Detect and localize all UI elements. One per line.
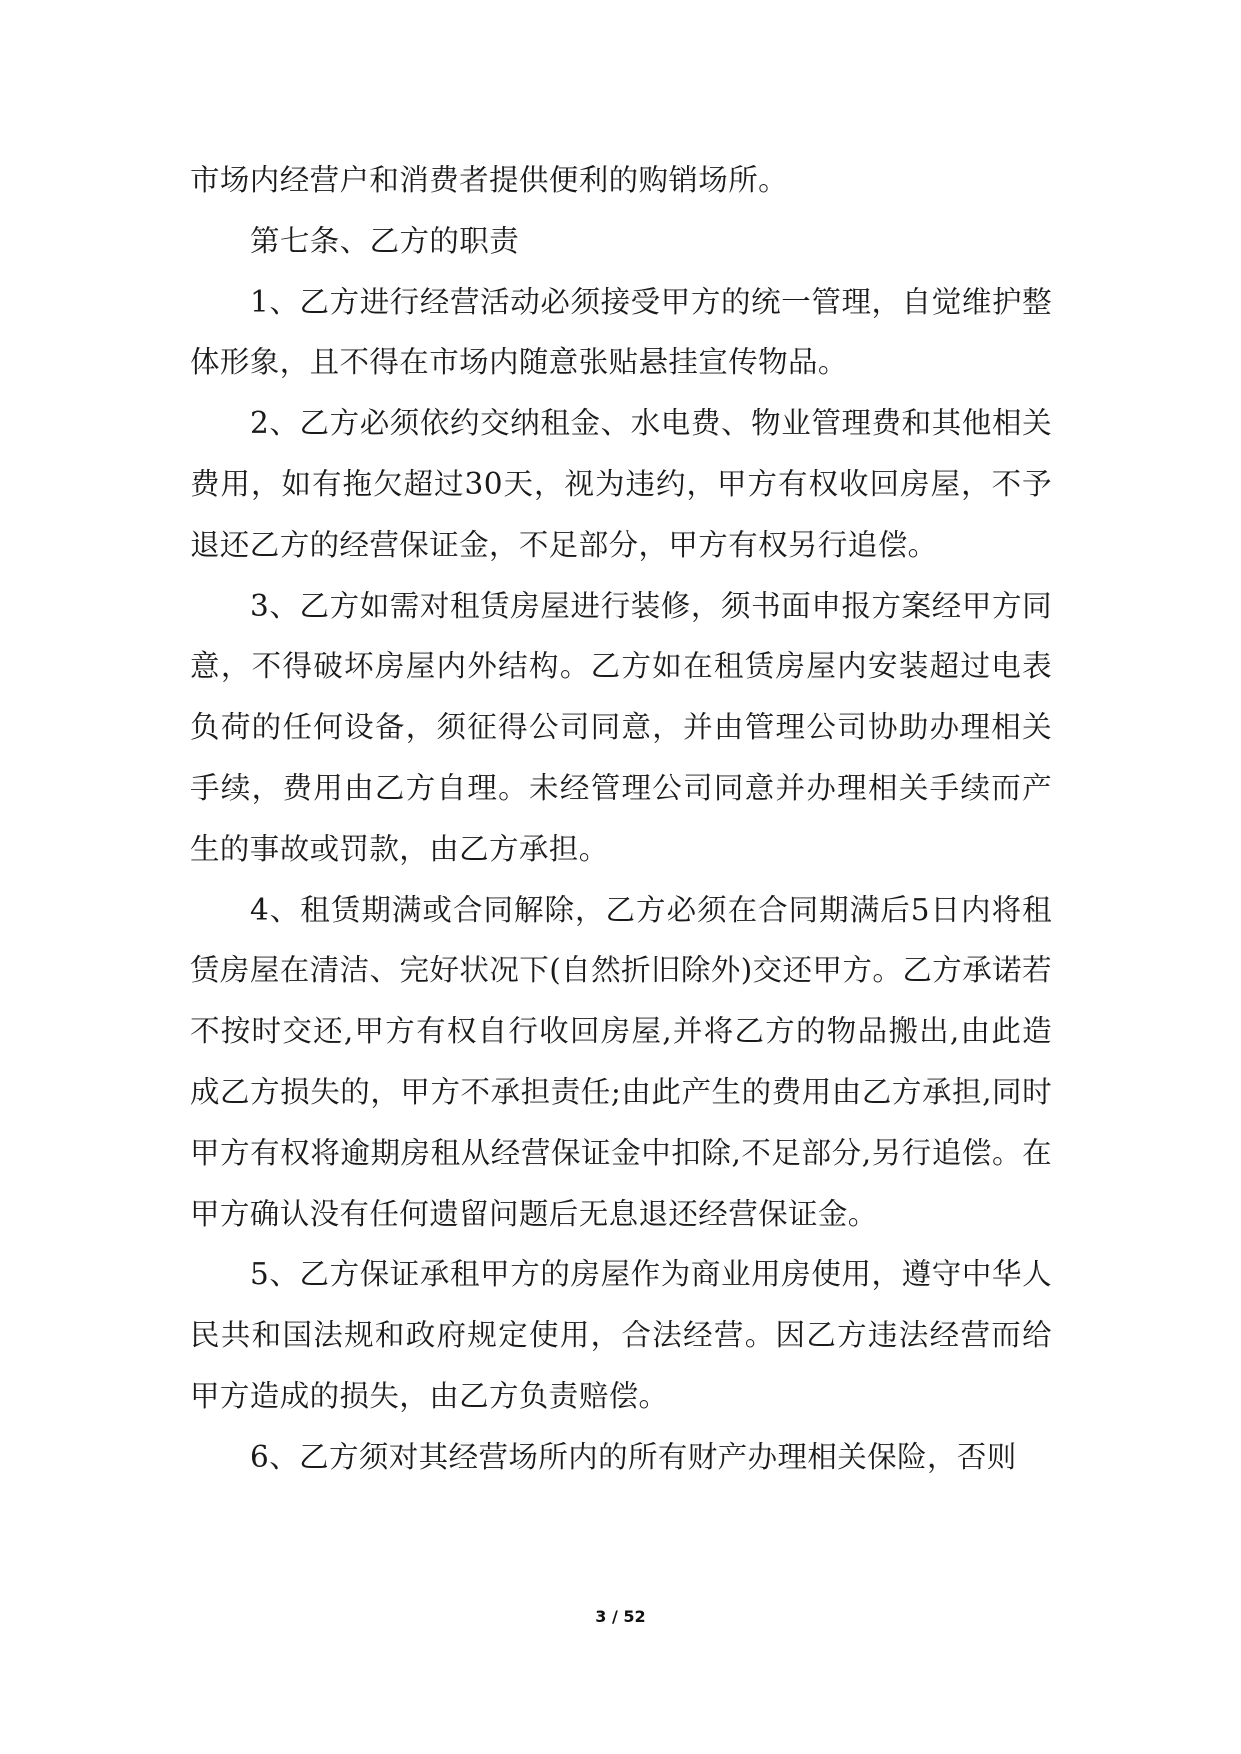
paragraph-clause-1: 1、乙方进行经营活动必须接受甲方的统一管理，自觉维护整体形象，且不得在市场内随意张贴悬挂宣传物品。: [190, 284, 1052, 380]
article-heading: 第七条、乙方的职责: [250, 223, 520, 258]
paragraph-clause-6: 6、乙方须对其经营场所内的所有财产办理相关保险，否则: [250, 1439, 1017, 1474]
page-number: 3 / 52: [595, 1607, 646, 1626]
paragraph-clause-4: 4、租赁期满或合同解除，乙方必须在合同期满后5日内将租赁房屋在清洁、完好状况下(自然折旧除外)交还甲方。乙方承诺若不按时交还,甲方有权自行收回房屋,并将乙方的物品搬出,由此造成乙方损失的，甲方不承担责任;由此产生的费用由乙方承担,同时甲方有权将逾期房租从经营保证金中扣除,不足部分,另行追偿。在甲方确认没有任何遗留问题后无息退还经营保证金。: [190, 892, 1052, 1231]
paragraph-continuation: 市场内经营户和消费者提供便利的购销场所。: [190, 163, 789, 197]
paragraph-clause-2: 2、乙方必须依约交纳租金、水电费、物业管理费和其他相关费用，如有拖欠超过30天，视为违约，甲方有权收回房屋，不予退还乙方的经营保证金，不足部分，甲方有权另行追偿。: [190, 406, 1052, 562]
paragraph-clause-3: 3、乙方如需对租赁房屋进行装修，须书面申报方案经甲方同意，不得破坏房屋内外结构。乙方如在租赁房屋内安装超过电表负荷的任何设备，须征得公司同意，并由管理公司协助办理相关手续，费用由乙方自理。未经管理公司同意并办理相关手续而产生的事故或罚款，由乙方承担。: [190, 588, 1052, 866]
paragraph-clause-5: 5、乙方保证承租甲方的房屋作为商业用房使用，遵守中华人民共和国法规和政府规定使用，合法经营。因乙方违法经营而给甲方造成的损失，由乙方负责赔偿。: [190, 1257, 1052, 1413]
document-body: [190, 150, 1052, 1488]
